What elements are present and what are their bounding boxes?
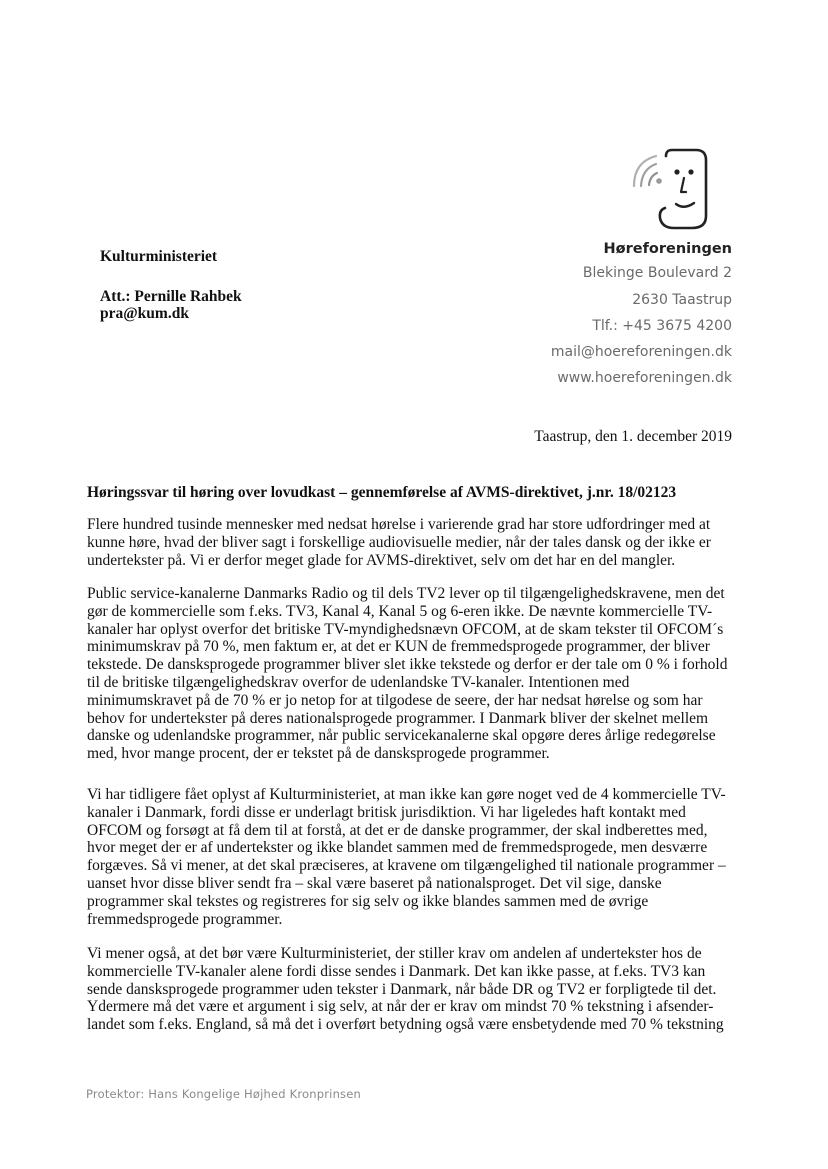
sender-email: mail@hoereforeningen.dk	[550, 344, 732, 360]
body-paragraph-1	[87, 516, 747, 569]
paragraph-line: med, hvor mange procent, der er tekstet på de dansksprogede programmer.	[87, 745, 550, 763]
paragraph-line: undertekster på. Vi er derfor meget glade for AVMS-direktivet, selv om det har en del mangler.	[87, 551, 676, 569]
paragraph-line: Flere hundred tusinde mennesker med nedsat hørelse i varierende grad har store udfordringer med at	[87, 516, 711, 533]
mouth	[676, 203, 694, 207]
footer-patron: Protektor: Hans Kongelige Højhed Kronprinsen	[86, 1087, 362, 1101]
body-paragraph-4	[87, 945, 747, 1034]
paragraph-line: landet som f.eks. England, så må det i overført betydning også være ensbetydende med 70 % tekstning	[87, 1016, 724, 1034]
paragraph-line: til de britiske tilgængelighedskrav overfor de udenlandske TV-kanaler. Intentionen med	[87, 673, 630, 691]
right-eye	[688, 169, 693, 174]
sender-city: 2630 Taastrup	[632, 292, 732, 308]
paragraph-line: fremmedsprogede programmer.	[87, 910, 283, 928]
paragraph-line: kommercielle TV-kanaler alene fordi disse sendes i Danmark. Det kan ikke passe, at f.eks. TV3 kan	[87, 962, 706, 980]
recipient-attention: Att.: Pernille Rahbek	[100, 288, 242, 305]
date-line: Taastrup, den 1. december 2019	[534, 428, 732, 445]
paragraph-line: behov for undertekster på deres nationalsprogede programmer. I Danmark bliver der skelnet mellem	[87, 709, 709, 727]
paragraph-line: gør de kommercielle som f.eks. TV3, Kanal 4, Kanal 5 og 6-eren ikke. De nævnte kommercielle TV-	[87, 602, 713, 620]
body-paragraph-3	[87, 786, 747, 928]
paragraph-line: forgæves. Så vi mener, at det skal præciseres, at kravene om tilgængelighed til nationale programmer –	[87, 857, 726, 875]
paragraph-line: minimumskravet på de 70 % er jo netop for at tilgodese de seere, der har nedsat hørelse og som har	[87, 691, 703, 709]
paragraph-line: tekstede. De dansksprogede programmer bliver slet ikke tekstede og derfor er der tale om 0 % i forhold	[87, 656, 728, 674]
sound-wave-inner	[649, 173, 657, 185]
recipient-email: pra@kum.dk	[100, 305, 189, 322]
paragraph-line: programmer skal tekstes og registreres for sig selv og ikke blandes sammen med de øvrige	[87, 892, 649, 910]
sender-phone: Tlf.: +45 3675 4200	[592, 318, 732, 334]
recipient-organization: Kulturministeriet	[100, 248, 218, 265]
grey-dot	[656, 178, 662, 184]
paragraph-line: kanaler i Danmark, fordi disse er underlagt britisk jurisdiktion. Vi har ligeledes haft kontakt med	[87, 803, 686, 821]
sender-name: Høreforeningen	[603, 241, 732, 257]
paragraph-line: minimumskrav på 70 %, men faktum er, at det er KUN de fremmedsprogede programmer, der bliver	[87, 638, 710, 656]
paragraph-line: kunne høre, hvad der bliver sagt i forskellige audiovisuelle medier, når der tales dansk og der ikke er	[87, 533, 711, 551]
paragraph-line: kanaler har oplyst overfor det britiske TV-myndighedsnævn OFCOM, at de skam tekster til OFCOM´s	[87, 620, 724, 638]
paragraph-line: Ydermere må det være et argument i sig selv, at når der er krav om mindst 70 % tekstning i afsender-	[87, 998, 714, 1016]
paragraph-line: danske og udenlandske programmer, når public servicekanalerne skal opgøre deres årlige redegørelse	[87, 727, 716, 745]
paragraph-line: Vi mener også, at det bør være Kulturministeriet, der stiller krav om andelen af undertekster hos de	[87, 945, 702, 962]
sender-website: www.hoereforeningen.dk	[557, 370, 732, 386]
subject-heading: Høringssvar til høring over lovudkast – gennemførelse af AVMS-direktivet, j.nr. 18/02123	[87, 484, 677, 501]
paragraph-line: Public service-kanalerne Danmarks Radio og til dels TV2 lever op til tilgængelighedskravene, men det	[87, 585, 725, 602]
body-paragraph-2	[87, 585, 747, 763]
face-outline	[660, 150, 706, 228]
nose	[681, 178, 686, 192]
paragraph-line: sende dansksprogede programmer uden tekster i Danmark, når både DR og TV2 er forpligtede til det.	[87, 980, 717, 998]
left-eye	[674, 169, 679, 174]
hoereforeningen-logo-icon	[622, 148, 712, 230]
paragraph-line: Vi har tidligere fået oplyst af Kulturministeriet, at man ikke kan gøre noget ved de 4 kommercielle TV-	[87, 786, 726, 803]
paragraph-line: OFCOM og forsøgt at få dem til at forstå, at det er de danske programmer, der skal indberettes med,	[87, 821, 708, 839]
sender-street: Blekinge Boulevard 2	[582, 265, 732, 281]
paragraph-line: hvor meget der er af undertekster og ikke blandet sammen med de fremmedsprogede, men desværre	[87, 839, 708, 857]
paragraph-line: uanset hvor disse bliver sendt fra – skal være baseret på nationalsproget. Det vil sige, danske	[87, 874, 662, 892]
